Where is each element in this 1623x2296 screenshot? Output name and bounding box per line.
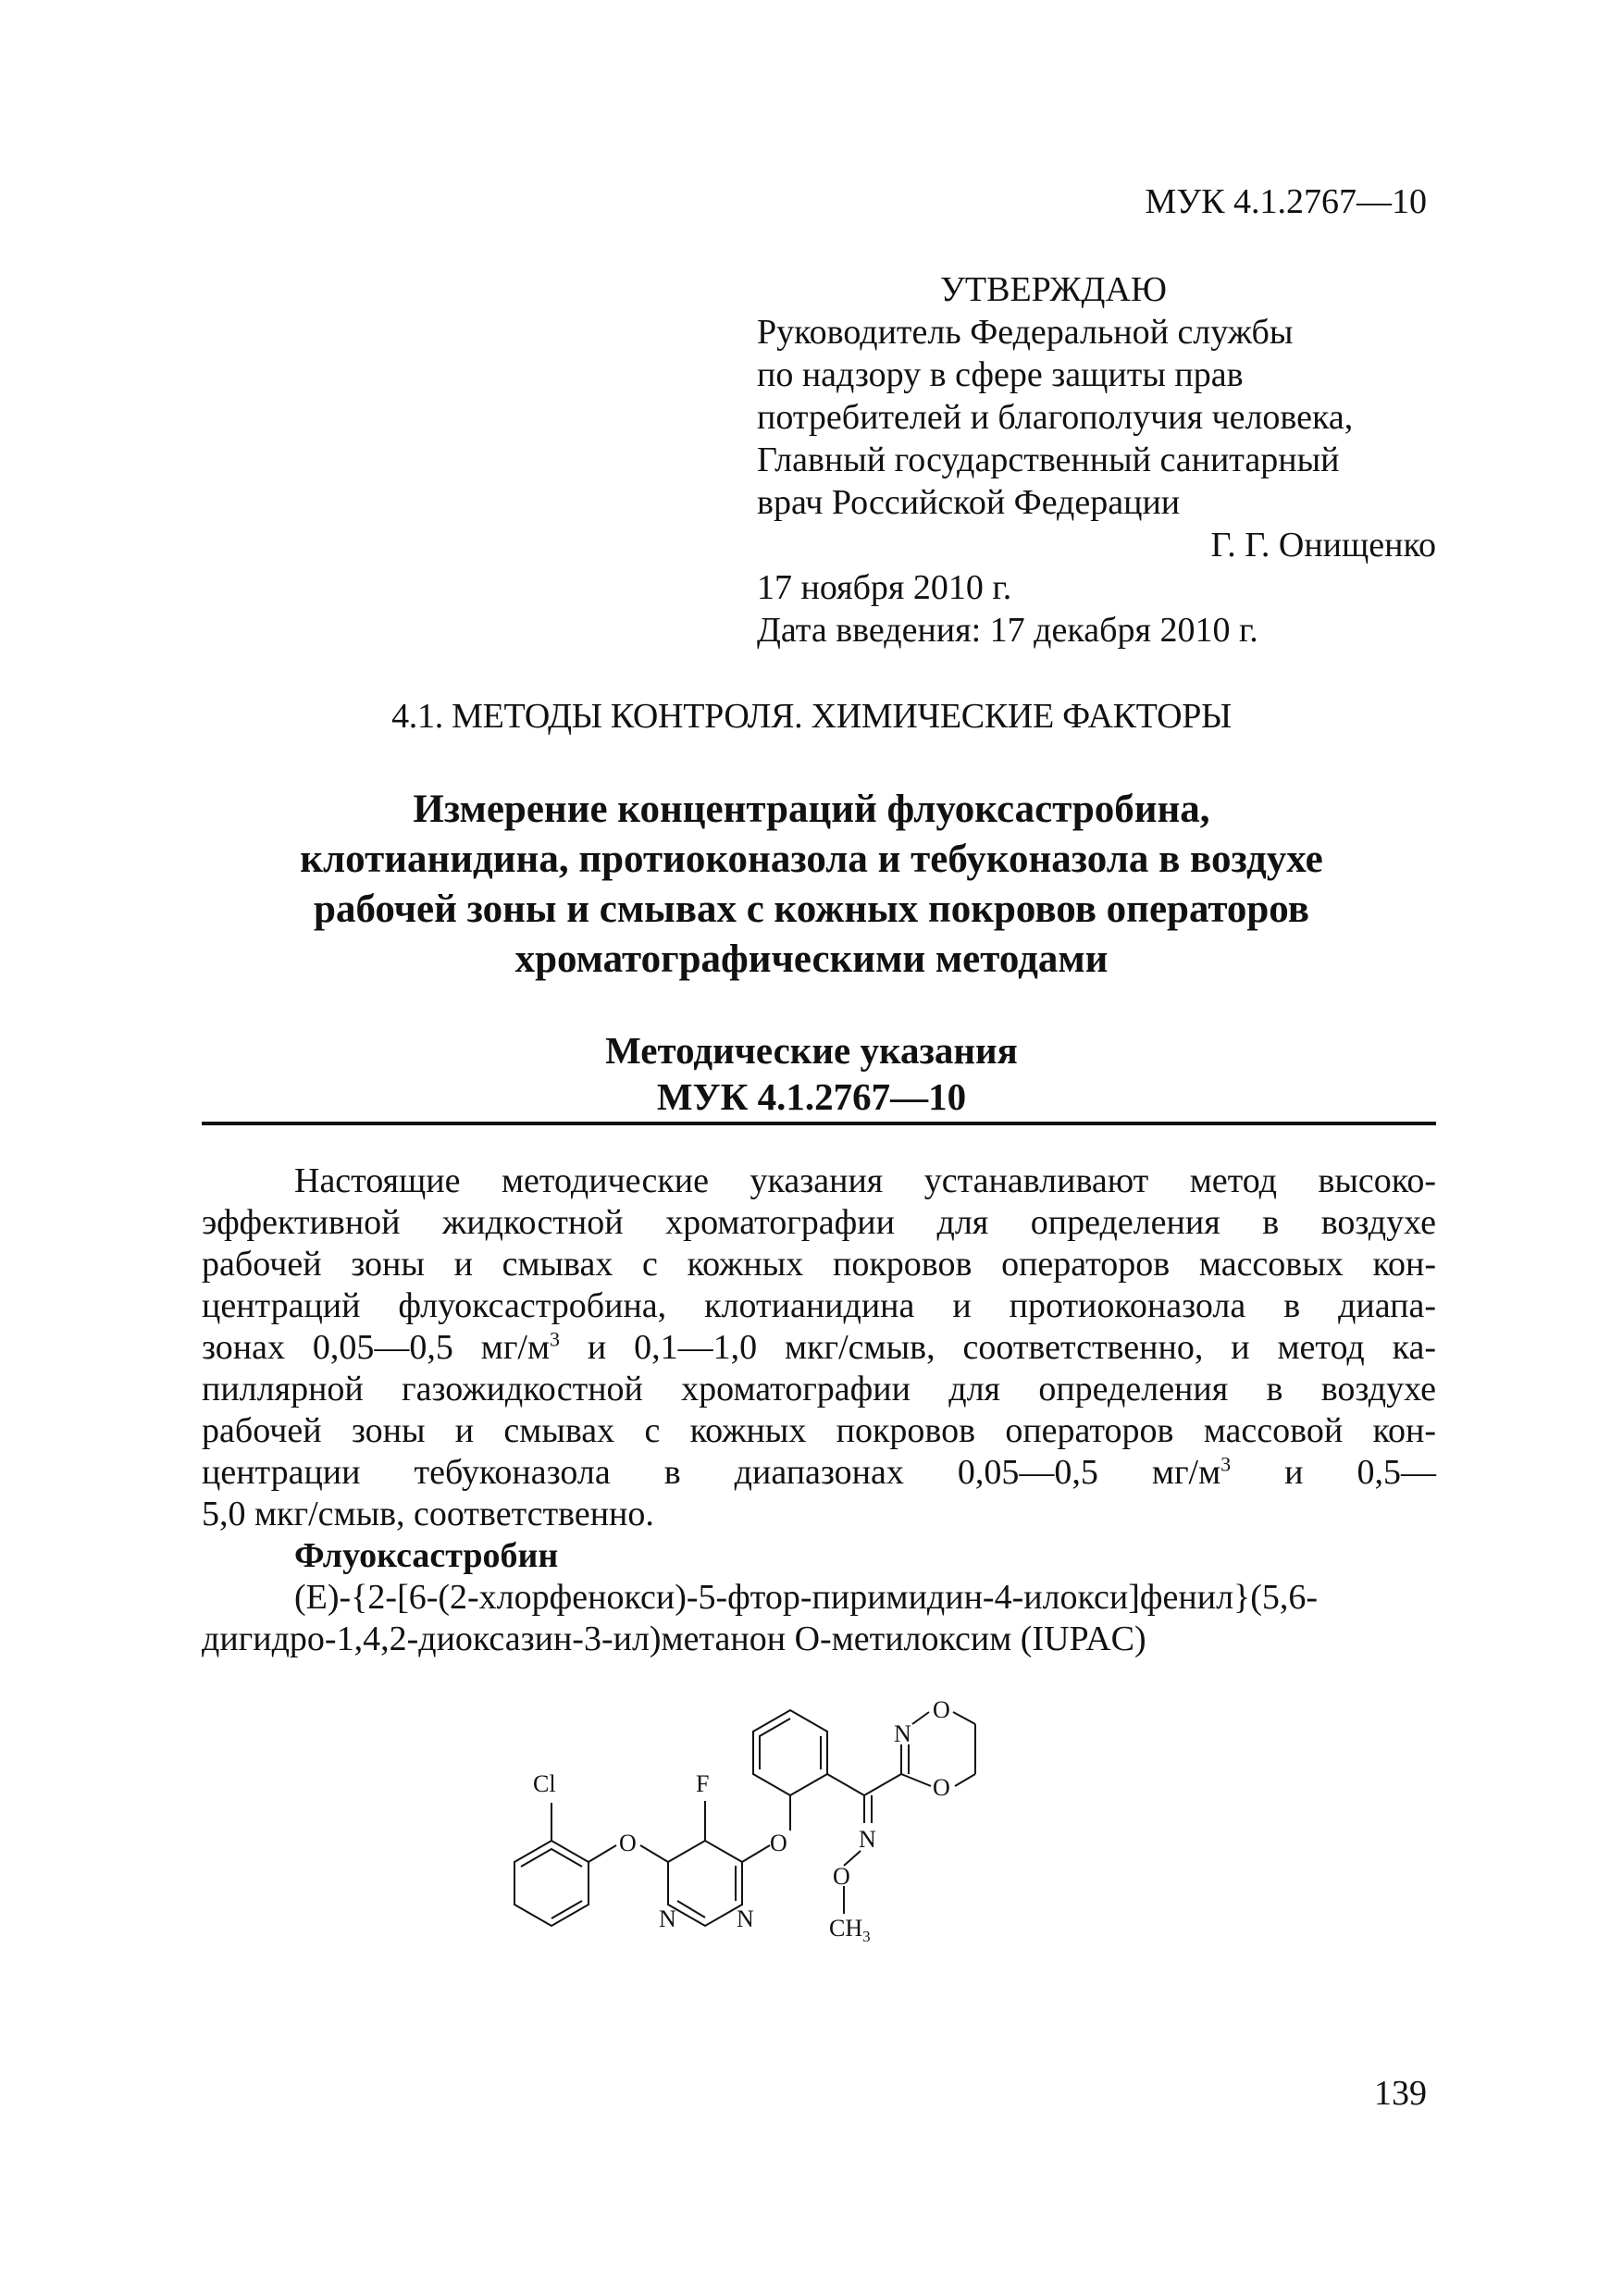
- subtitle-line: Методические указания: [605, 1029, 1018, 1072]
- benzene-ring-phenyl: [753, 1710, 827, 1795]
- page-number: 139: [1374, 2074, 1427, 2113]
- body-paragraph: [202, 1160, 1436, 1660]
- approval-line: Главный государственный санитарный: [757, 441, 1340, 479]
- atom-label-cl: Cl: [533, 1770, 556, 1797]
- text-line: эффективной жидкостной хроматографии для определения в воздухе: [202, 1203, 1436, 1242]
- title-line: рабочей зоны и смывах с кожных покровов операторов: [314, 887, 1309, 931]
- document-subtitle: [196, 1027, 1427, 1120]
- atom-label-n: N: [737, 1905, 754, 1932]
- approval-date: 17 ноября 2010 г.: [757, 568, 1012, 607]
- approve-word: УТВЕРЖДАЮ: [940, 270, 1167, 309]
- text-line: центраций флуоксастробина, клотианидина и протиоконазола в диапа-: [202, 1286, 1436, 1325]
- text-line: рабочей зоны и смывах с кожных покровов операторов массовых кон-: [202, 1245, 1436, 1284]
- atom-label-o: O: [933, 1774, 950, 1801]
- text-line: [202, 1452, 1436, 1494]
- signatory: Г. Г. Онищенко: [1210, 526, 1436, 565]
- approval-line: Руководитель Федеральной службы: [757, 313, 1294, 352]
- text-line: [202, 1327, 1436, 1369]
- atom-label-ch3: $CH_3$: [829, 1915, 871, 1945]
- pyrimidine-ring: [668, 1841, 742, 1926]
- superscript: 3: [550, 1327, 561, 1351]
- superscript: 3: [1220, 1452, 1232, 1476]
- approval-line: по надзору в сфере защиты прав: [757, 355, 1244, 394]
- title-line: клотианидина, протиоконазола и тебуконазола в воздухе: [300, 838, 1323, 881]
- text-line: Настоящие методические указания устанавливают метод высоко-: [294, 1161, 1436, 1200]
- iupac-name: дигидро-1,4,2-диоксазин-3-ил)метанон O-метилоксим (IUPAC): [202, 1620, 1146, 1658]
- title-line: хроматографическими методами: [514, 937, 1109, 981]
- atom-label-f: F: [696, 1770, 710, 1797]
- iupac-name: (E)-{2-[6-(2-хлорфенокси)-5-фтор-пиримидин-4-илокси]фенил}(5,6-: [294, 1578, 1319, 1617]
- title-line: Измерение концентраций флуоксастробина,: [413, 788, 1210, 831]
- substance-name: Флуоксастробин: [294, 1536, 559, 1575]
- document-title: [196, 785, 1427, 985]
- atom-label-o: O: [770, 1830, 787, 1856]
- text-span: и 0,5—: [1231, 1453, 1436, 1492]
- text-span: центрации тебуконазола в диапазонах 0,05—0,5 мг/м: [202, 1453, 1221, 1492]
- text-span: и 0,1—1,0 мкг/смыв, соответственно, и метод ка-: [560, 1328, 1436, 1367]
- atom-label-n: N: [659, 1905, 676, 1932]
- atom-label-o: O: [933, 1696, 950, 1723]
- section-category: 4.1. МЕТОДЫ КОНТРОЛЯ. ХИМИЧЕСКИЕ ФАКТОРЫ: [391, 697, 1232, 736]
- approval-line: потребителей и благополучия человека,: [757, 398, 1354, 437]
- structural-formula: [481, 1694, 1184, 2045]
- text-span: зонах 0,05—0,5 мг/м: [202, 1328, 551, 1367]
- atom-label-o: O: [619, 1830, 637, 1856]
- atom-label-o: O: [833, 1863, 850, 1890]
- approval-line: врач Российской Федерации: [757, 483, 1181, 522]
- text-line: 5,0 мкг/смыв, соответственно.: [202, 1495, 654, 1533]
- atom-label-n: N: [894, 1720, 911, 1747]
- atom-label-n: N: [859, 1826, 876, 1853]
- horizontal-rule: [202, 1122, 1436, 1125]
- effective-date: Дата введения: 17 декабря 2010 г.: [757, 611, 1258, 650]
- subtitle-code: МУК 4.1.2767—10: [656, 1075, 967, 1118]
- approval-block: [757, 268, 1436, 652]
- document-number: МУК 4.1.2767—10: [1145, 182, 1427, 221]
- text-line: пиллярной газожидкостной хроматографии для определения в воздухе: [202, 1370, 1436, 1409]
- text-line: рабочей зоны и смывах с кожных покровов операторов массовой кон-: [202, 1411, 1436, 1450]
- benzene-ring-chlorophenyl: [514, 1841, 588, 1926]
